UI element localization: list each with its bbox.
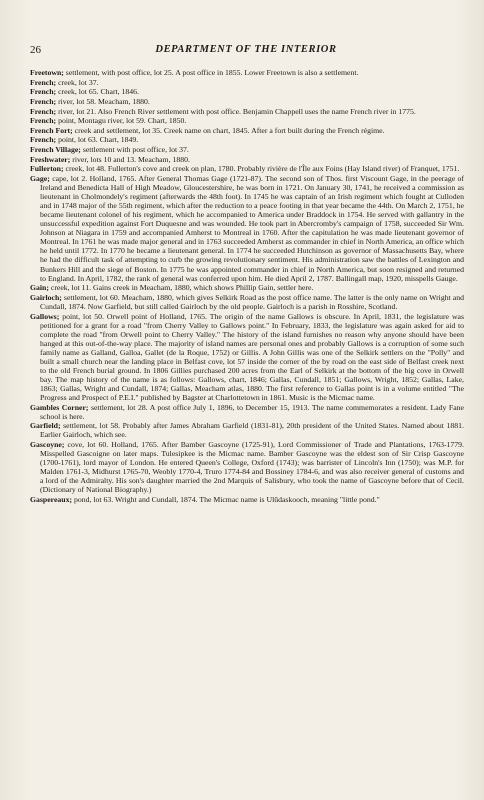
entry-description: cape, lot 2. Holland, 1765. After General Thomas Gage (1721-87). The second son of Thos. first Viscount Gage, in the peerage of Ireland and Benedicta Hall of High Meadow, Gloucestershire, he was born in 1721. On January 30, 1741, he received a commission as lieutenant in Cholmondely's regiment (afterwards the 48th foot). In 1745 he was captain of an Irish regiment which fought at Culloden and in 1748 major of the 55th regiment, which after the reduction to a peace footing in that year became the 44th. On March 2, 1751, he became lieutenant colonel of his regiment, which he accompanied to America under Braddock in 1754. He served with gallantry in the unsuccessful expedition against Fort Duquesne and was wounded. He took part in Abercromby's campaign of 1758, succeeded Sir Wm. Johnson at Niagara in 1759 and accompanied Amherst to Montreal in 1760. After the capitulation he was made lieutenant governor of Montreal. In 1761 he was made major general and in 1763 succeeded Amherst as commander in chief in North America, an office which he held until 1772. In 1770 he became a lieutenant general. In 1774 he succeeded Hutchinson as governor of Massachusetts Bay, where he had the difficult task of attempting to curb the growing revolutionary sentiment. His administration saw the battles of Lexington and Bunkers Hill and the siege of Boston. In 1775 he was appointed commander in chief in North America, but soon resigned and returned to England. In April, 1782, the rank of general was conferred upon him. He died April 2, 1787. Ballingall map, 1920, misspells Gauge.: [40, 174, 464, 283]
gazetteer-entry: [30, 440, 464, 494]
entry-description: settlement, lot 28. A post office July 1, 1896, to December 15, 1913. The name commemorates a resident. Lady Fane school is here.: [40, 402, 464, 421]
entry-term: Gaspereaux;: [30, 494, 73, 504]
entry-description: settlement, lot 58. Probably after James Abraham Garfield (1831-81), 20th president of the United States. Named about 1881. Earlier Gairloch, which see.: [40, 421, 464, 440]
gazetteer-entry: [30, 87, 464, 96]
gazetteer-entry: [30, 78, 464, 87]
gazetteer-entry: [30, 283, 464, 292]
gazetteer-entry: [30, 97, 464, 106]
entry-term: Gairloch;: [30, 292, 62, 302]
gazetteer-entry: [30, 312, 464, 402]
running-title: DEPARTMENT OF THE INTERIOR: [155, 44, 337, 55]
entry-description: creek, lot 37.: [56, 77, 99, 87]
entry-description: creek, lot 48. Fullerton's cove and creek on plan, 1780. Probably rivière de l'Île aux Foins (Hay Island river) of Franquet, 1751.: [63, 164, 460, 174]
gazetteer-entry: [30, 164, 464, 173]
gazetteer-entry: [30, 495, 464, 504]
entry-term: French;: [30, 135, 57, 145]
gazetteer-entry: [30, 116, 464, 125]
entry-term: Gage;: [30, 174, 50, 184]
entry-description: point, lot 63. Chart, 1849.: [56, 135, 139, 145]
gazetteer-entry: [30, 421, 464, 439]
entry-term: Fullerton;: [30, 164, 64, 174]
entry-description: settlement with post office, lot 37.: [80, 145, 189, 155]
gazetteer-entry: [30, 68, 464, 77]
entry-term: French;: [30, 106, 57, 116]
entry-term: French Village;: [30, 145, 81, 155]
entry-description: creek, lot 11. Gains creek in Meacham, 1880, which shows Phillip Gain, settler here.: [48, 283, 314, 293]
page-header: [30, 44, 462, 58]
entry-term: French;: [30, 87, 57, 97]
entry-term: Gallows;: [30, 311, 60, 321]
entry-term: Freetown;: [30, 68, 64, 77]
entry-description: river, lot 21. Also French River settlement with post office. Benjamin Chappell uses the name French river in 1775.: [56, 106, 416, 116]
entry-term: Garfield;: [30, 421, 61, 431]
entry-description: cove, lot 60. Holland, 1765. After Bamber Gascoyne (1725-91), Lord Commissioner of Trade and Plantations, 1763-1779. Misspelled Gascoigne on later maps. Tulesipkee is the Micmac name. Bamber Gascoyne was the eldest son of Sir Crisp Gascoyne (1700-1761), lord mayor of London. He entered Queen's College, Oxford (1743); was barrister of Lincoln's Inn (1750); was M.P. for Malden 1761-3, Midhurst 1765-70, Weobly 1770-4, Truro 1774-84 and Bossiney 1784-6, and was also receiver general of customs and a lord of the Admiralty. His son's daughter married the 2nd Marquis of Salisbury, who took the name of Gascoyne before that of Cecil. (Dictionary of National Biography.): [40, 439, 464, 495]
gazetteer-entry: [30, 135, 464, 144]
entry-description: pond, lot 63. Wright and Cundall, 1874. The Micmac name is Ulūdaskooch, meaning "little pond.": [72, 494, 380, 504]
entry-description: creek, lot 65. Chart, 1846.: [56, 87, 139, 97]
entry-description: point, lot 50. Orwell point of Holland, 1765. The origin of the name Gallows is obscure. In April, 1831, the legislature was petitioned for a grant for a road "from Cherry Valley to Gallows point." In February, 1833, the legislature was again asked for aid to complete the road "from Orwell point to Cherry Valley." The history of the island furnishes no reason why anyone should have been hanged at this out-of-the-way place. The majority of island names are personal ones and probably Gallows is a corruption of some such family name as Galland, Galloa, Gallet (de la Roque, 1752) or Gillis. A John Gillis was one of the Selkirk settlers on the "Polly" and built a small church near the landing place in Belfast cove, lot 57 inside the corner of the by road on the east side of Belfast creek next to the old French burial ground. In 1806 Gillies purchased 200 acres from the Earl of Selkirk at the bottom of the big cove in Orwell bay. The map history of the name is as follows: Gallows, chart, 1846; Gallas, Cundall, 1851; Gallows, Wright, 1852; Gallas, Lake, 1863; Gallas, Wright and Cundall, 1874; Gallas, Meacham atlas, 1880. The first reference to Gallas point is in a volume entitled "The Progress and Prospect of P.E.I." published by Bagster at Charlottetown in 1861. Music is the Micmac name.: [40, 311, 464, 402]
gazetteer-entry: [30, 126, 464, 135]
entry-description: river, lots 10 and 13. Meacham, 1880.: [70, 154, 190, 164]
page-number: 26: [30, 44, 41, 56]
gazetteer-entry: [30, 293, 464, 311]
entry-term: Freshwater;: [30, 154, 71, 164]
entry-description: river, lot 58. Meacham, 1880.: [56, 96, 150, 106]
gazetteer-entry: [30, 155, 464, 164]
entry-term: Gascoyne;: [30, 439, 65, 449]
entry-term: French;: [30, 77, 57, 87]
gazetteer-entry: [30, 174, 464, 283]
entry-description: point, Montagu river, lot 59. Chart, 1850.: [56, 116, 187, 126]
entry-description: settlement, with post office, lot 25. A post office in 1855. Lower Freetown is also a settlement.: [63, 68, 359, 77]
gazetteer-entry: [30, 403, 464, 421]
entry-term: French Fort;: [30, 125, 73, 135]
gazetteer-entries: [30, 68, 464, 504]
entry-description: creek and settlement, lot 35. Creek name on chart, 1845. After a fort built during the French régime.: [72, 125, 385, 135]
entry-term: French;: [30, 96, 57, 106]
entry-term: Gain;: [30, 283, 49, 293]
gazetteer-entry: [30, 107, 464, 116]
entry-description: settlement, lot 60. Meacham, 1880, which gives Selkirk Road as the post office name. The latter is the only name on Wright and Cundall, 1874. Now Garfield, but still called Gairloch by the old people. Gairloch is a parish in Rosshire, Scotland.: [40, 292, 464, 311]
entry-term: French;: [30, 116, 57, 126]
gazetteer-entry: [30, 145, 464, 154]
entry-term: Gambles Corner;: [30, 402, 89, 412]
